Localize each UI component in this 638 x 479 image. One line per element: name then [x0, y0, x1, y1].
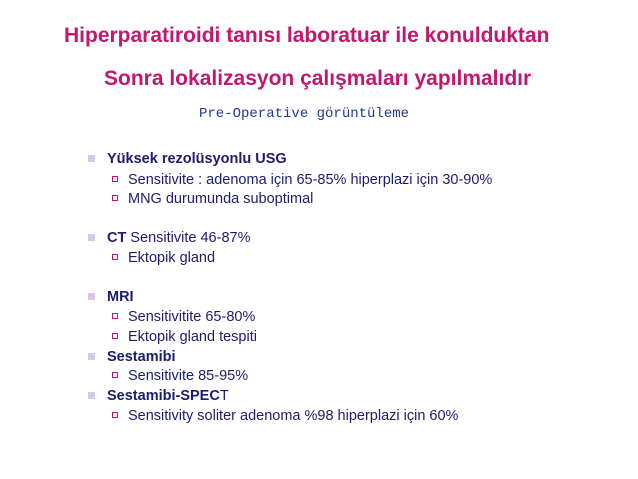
- hollow-square-bullet-icon: [112, 313, 118, 319]
- slide-title-line-1: Hiperparatiroidi tanısı laboratuar ile konulduktan: [64, 24, 550, 47]
- sub-bullet-item: [112, 367, 248, 385]
- bullet-item-label: CT: [107, 230, 127, 246]
- sub-bullet-text: Sensitivitite 65-80%: [128, 309, 256, 325]
- sub-bullet-text: Ektopik gland tespiti: [128, 329, 257, 345]
- bullet-item-text: Sensitivite 46-87%: [126, 230, 251, 246]
- square-bullet-icon: [88, 234, 95, 241]
- bullet-item-label: Sestamibi: [107, 349, 176, 365]
- sub-bullet-text: Sensitivite : adenoma için 65-85% hiperplazi için 30-90%: [128, 172, 493, 188]
- square-bullet-icon: [88, 353, 95, 360]
- sub-bullet-text: MNG durumunda suboptimal: [128, 191, 314, 207]
- bullet-item-label: Yüksek rezolüsyonlu USG: [107, 151, 287, 167]
- square-bullet-icon: [88, 392, 95, 399]
- bullet-item-label: Sestamibi-SPEC: [107, 388, 220, 404]
- sub-bullet-text: Ektopik gland: [128, 250, 216, 266]
- bullet-item-text: T: [219, 388, 229, 404]
- hollow-square-bullet-icon: [112, 176, 118, 182]
- hollow-square-bullet-icon: [112, 333, 118, 339]
- hollow-square-bullet-icon: [112, 254, 118, 260]
- slide-title-line-2: Sonra lokalizasyon çalışmaları yapılmalıdır: [104, 67, 532, 90]
- sub-bullet-item: [112, 308, 255, 326]
- square-bullet-icon: [88, 293, 95, 300]
- bullet-item-mri: [88, 288, 134, 306]
- sub-bullet-item: [112, 190, 313, 208]
- slide-subtitle: Pre-Operative görüntüleme: [199, 106, 410, 122]
- bullet-item-usg: [88, 150, 287, 168]
- bullet-item-label: MRI: [107, 289, 134, 305]
- hollow-square-bullet-icon: [112, 372, 118, 378]
- square-bullet-icon: [88, 155, 95, 162]
- sub-bullet-item: [112, 328, 257, 346]
- sub-bullet-text: Sensitivite 85-95%: [128, 368, 249, 384]
- sub-bullet-text: Sensitivity soliter adenoma %98 hiperplazi için 60%: [128, 408, 459, 424]
- hollow-square-bullet-icon: [112, 412, 118, 418]
- sub-bullet-item: [112, 249, 215, 267]
- bullet-item-sestamibi: [88, 348, 176, 366]
- bullet-item-sestamibi-spect: [88, 387, 229, 405]
- hollow-square-bullet-icon: [112, 195, 118, 201]
- bullet-item-ct: [88, 229, 250, 247]
- sub-bullet-item: [112, 407, 458, 425]
- sub-bullet-item: [112, 171, 492, 189]
